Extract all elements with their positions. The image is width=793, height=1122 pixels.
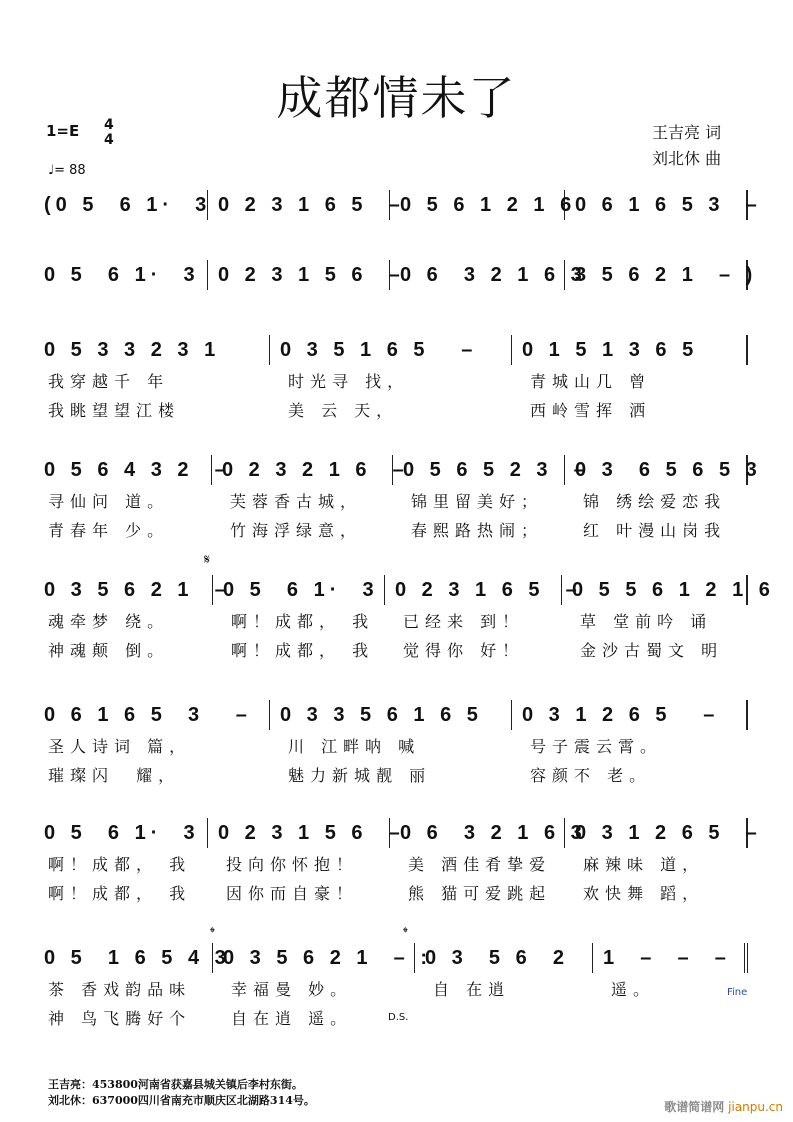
measure: 0 6 1 6 5 3 –	[565, 190, 748, 220]
watermark: 歌谱简谱网 jianpu.cn	[664, 1100, 783, 1114]
lyric-line-verse-1	[0, 852, 793, 877]
lyric-segment: 春熙路热闹；	[411, 521, 544, 540]
lyric-segment: 啊！成都， 我	[231, 612, 375, 631]
measure: 0 3 5 6 2 1 –	[30, 575, 213, 605]
measure: 0 2 3 1 5 6 –	[208, 818, 390, 848]
measure: 0 2 3 1 5 6 –	[208, 260, 390, 290]
composer-credit: 刘北休 曲	[652, 149, 722, 168]
coda-icon: 𝄌	[403, 925, 408, 941]
lyric-segment: 遥。	[611, 980, 656, 999]
measure: 0 5 6 4 3 2 –	[30, 455, 212, 485]
measure: 0 5 6 1 2 1 6	[390, 190, 565, 220]
measure: 0 5 6 1· 3	[30, 260, 208, 290]
score-row	[0, 575, 793, 663]
lyric-segment: 神魂颠 倒。	[48, 641, 170, 660]
lyric-segment: 寻仙问 道。	[48, 492, 170, 511]
measure: 0 3 1 2 6 5 –	[565, 818, 748, 848]
lyric-segment: 魅力新城靓 丽	[288, 766, 432, 785]
measure: 0 2 3 1 6 5 –	[208, 190, 390, 220]
lyric-segment: 时光寻 找，	[288, 372, 410, 391]
measure: 0 6 1 6 5 3 –	[30, 700, 270, 730]
composer-address: 刘北休：637000四川省南充市顺庆区北湖路314号。	[48, 1094, 315, 1107]
measure: 0 5 5 6 1 2 1 6	[562, 575, 748, 605]
lyric-line-verse-2	[0, 518, 793, 543]
key-signature: 1=E	[46, 122, 80, 140]
score-row	[0, 190, 793, 220]
lyric-segment	[415, 1006, 593, 1031]
lyric-segment: 草 堂前吟 诵	[580, 612, 713, 631]
measure: 0 2 3 1 6 5 –	[385, 575, 562, 605]
measure: 1 – – –	[593, 943, 748, 973]
lyric-segment: 芙蓉香古城，	[230, 492, 363, 511]
measure: 0 2 3 2 1 6 –	[212, 455, 393, 485]
lyric-segment: 因你而自豪！	[226, 884, 359, 903]
lyric-segment: 美 云 天，	[288, 401, 399, 420]
score-row	[0, 260, 793, 290]
measure: 0 6 3 2 1 6 3	[390, 260, 565, 290]
lyric-segment: 啊！成都， 我	[48, 855, 192, 874]
lyric-segment: 川 江畔呐 喊	[288, 737, 421, 756]
lyric-line-verse-1	[0, 369, 793, 394]
measure: 0 1 5 1 3 6 5	[512, 335, 748, 365]
lyric-line-verse-1	[0, 734, 793, 759]
measure: 0 5 6 1· 3	[30, 818, 208, 848]
lyric-segment: 神 鸟飞腾好个	[48, 1009, 192, 1028]
measure: 0 6 3 2 1 6 3	[390, 818, 565, 848]
lyric-segment: 啊！成都， 我	[48, 884, 192, 903]
lyric-segment: 锦里留美好；	[411, 492, 544, 511]
lyric-segment: 圣人诗词 篇，	[48, 737, 192, 756]
fine-marking: Fine	[727, 987, 748, 998]
lyric-segment	[593, 1006, 748, 1031]
ds-marking: D.S.	[388, 1012, 409, 1023]
score-row	[0, 455, 793, 543]
lyric-segment: 竹海浮绿意，	[230, 521, 363, 540]
score-row	[0, 818, 793, 906]
measure: 0 3 3 5 6 1 6 5	[270, 700, 512, 730]
lyric-segment: 号子震云霄。	[530, 737, 663, 756]
lyric-line-verse-2	[0, 398, 793, 423]
coda-icon: 𝄌	[210, 925, 215, 941]
lyric-segment: 我穿越千 年	[48, 372, 170, 391]
lyric-line-verse-1	[0, 977, 793, 1002]
measure: 0 5 6 1· 3	[213, 575, 385, 605]
measure: 0 3 5 6 2	[415, 943, 593, 973]
lyricist-credit: 王吉亮 词	[652, 123, 722, 142]
song-title: 成都情未了	[276, 71, 517, 125]
lyric-line-verse-2	[0, 638, 793, 663]
lyric-segment: 西岭雪挥 洒	[530, 401, 652, 420]
measure: 0 3 6 5 6 5 3	[565, 455, 748, 485]
lyric-segment: 我眺望望江楼	[48, 401, 181, 420]
lyric-segment: 容颜不 老。	[530, 766, 652, 785]
score-row	[0, 335, 793, 423]
lyric-segment: 已经来 到！	[403, 612, 525, 631]
lyric-segment: 青城山几 曾	[530, 372, 652, 391]
lyric-segment: 茶 香戏韵品味	[48, 980, 192, 999]
lyric-line-verse-2	[0, 763, 793, 788]
lyric-segment: 熊 猫可爱跳起	[408, 884, 552, 903]
measure: 3 5 6 2 1 – )	[565, 260, 748, 290]
lyric-segment: 美 酒佳肴挚爱	[408, 855, 552, 874]
lyric-segment: 璀璨闪 耀，	[48, 766, 181, 785]
score-row	[0, 700, 793, 788]
lyric-segment: 红 叶漫山岗我	[583, 521, 727, 540]
lyric-segment: 魂牵梦 绕。	[48, 612, 170, 631]
lyric-line-verse-2	[0, 881, 793, 906]
lyric-line-verse-1	[0, 489, 793, 514]
measure: 0 5 1 6 5 4 3	[30, 943, 213, 973]
segno-icon: 𝄋	[204, 552, 211, 568]
lyric-segment: 投向你怀抱！	[226, 855, 359, 874]
lyricist-address: 王吉亮：453800河南省获嘉县城关镇后李村东街。	[48, 1078, 303, 1091]
lyric-segment: 幸福曼 妙。	[231, 980, 353, 999]
measure: 0 5 6 5 2 3 –	[393, 455, 565, 485]
lyric-line-verse-1	[0, 609, 793, 634]
time-signature: 4 4	[104, 117, 114, 148]
lyric-segment: 自 在逍	[433, 980, 533, 999]
tempo-marking: ♩= 88	[48, 163, 86, 178]
measure: (0 5 6 1· 3	[30, 190, 208, 220]
measure: 0 5 3 3 2 3 1	[30, 335, 270, 365]
lyric-segment: 欢快舞 蹈，	[583, 884, 705, 903]
measure: 0 3 5 1 6 5 –	[270, 335, 512, 365]
lyric-segment: 青春年 少。	[48, 521, 170, 540]
measure: 0 3 1 2 6 5 –	[512, 700, 748, 730]
measure: 0 3 5 6 2 1 – :	[213, 943, 415, 973]
lyric-segment: 觉得你 好！	[403, 641, 525, 660]
lyric-segment: 啊！成都， 我	[231, 641, 375, 660]
lyric-segment: 自在逍 遥。	[231, 1009, 353, 1028]
lyric-segment: 金沙古蜀文 明	[580, 641, 724, 660]
lyric-segment: 麻辣味 道，	[583, 855, 705, 874]
lyric-segment: 锦 绣绘爱恋我	[583, 492, 727, 511]
